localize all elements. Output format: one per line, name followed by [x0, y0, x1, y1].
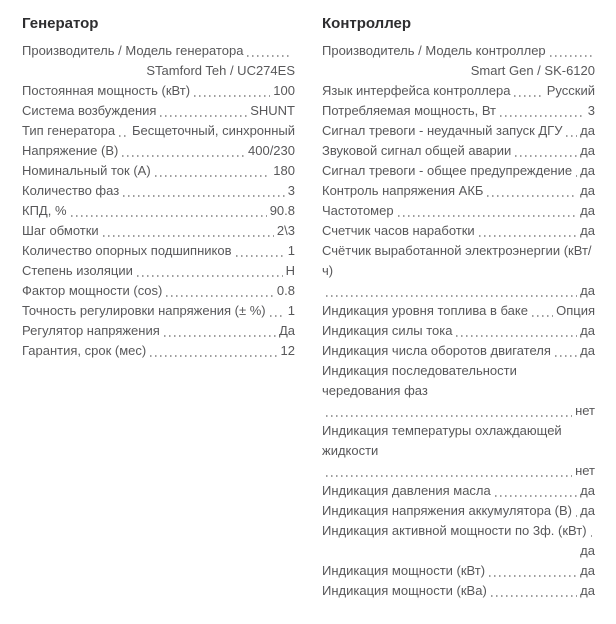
spec-row-value: да — [580, 583, 595, 598]
spec-row-value: 3 — [587, 103, 595, 118]
spec-row-value: да — [580, 483, 595, 498]
spec-row-label: Тип генератора — [22, 123, 116, 138]
spec-row-label: Система возбуждения — [22, 103, 157, 118]
spec-row-value: Smart Gen / SK-6120 — [470, 63, 595, 78]
spec-row — [322, 201, 595, 221]
spec-row — [22, 261, 295, 281]
spec-row-label: Индикация напряжения аккумулятора (В) — [322, 503, 572, 518]
spec-row — [322, 221, 595, 241]
dot-leader — [491, 595, 577, 597]
dot-leader — [71, 215, 267, 217]
spec-row — [322, 141, 595, 161]
spec-row — [22, 201, 295, 221]
spec-row-label: Индикация мощности (кВа) — [322, 583, 487, 598]
dot-leader — [160, 115, 247, 117]
spec-row-label: Частотомер — [322, 203, 394, 218]
spec-row-value: Опция — [556, 303, 595, 318]
spec-row-label: Количество опорных подшипников — [22, 243, 232, 258]
spec-row — [322, 581, 595, 601]
spec-row-value: нет — [575, 403, 595, 418]
spec-row-label: Язык интерфейса контроллера — [322, 83, 511, 98]
spec-row — [322, 161, 595, 181]
dot-leader — [456, 335, 577, 337]
spec-row — [22, 181, 295, 201]
spec-row-label: Индикация давления масла — [322, 483, 491, 498]
dot-leader — [164, 335, 276, 337]
spec-row-label: Точность регулировки напряжения (± %) — [22, 303, 266, 318]
spec-row — [22, 81, 295, 101]
spec-row — [22, 161, 295, 181]
dot-leader — [137, 275, 283, 277]
spec-row — [22, 281, 295, 301]
spec-row — [22, 301, 295, 321]
spec-row-label: Индикация мощности (кВт) — [322, 563, 486, 578]
spec-row-label: Сигнал тревоги - общее предупреждение — [322, 163, 573, 178]
spec-row-label: Индикация активной мощности по 3ф. (кВт) — [322, 523, 587, 538]
dot-leader — [576, 175, 577, 177]
spec-row-value: 12 — [280, 343, 295, 358]
dot-leader — [555, 355, 577, 357]
dot-leader — [122, 155, 245, 157]
spec-row-value: да — [580, 123, 595, 138]
dot-leader — [479, 235, 578, 237]
dot-leader — [550, 55, 592, 57]
dot-leader — [576, 515, 577, 517]
spec-row-label: Производитель / Модель генератора — [22, 43, 244, 58]
spec-row — [322, 341, 595, 361]
controller-section-title: Контроллер — [322, 15, 412, 32]
dot-leader — [487, 195, 577, 197]
spec-row-label: Счётчик выработанной электроэнергии (кВт/ч) — [322, 243, 592, 278]
spec-row-value: H — [285, 263, 295, 278]
spec-row-value: 90.8 — [269, 203, 295, 218]
spec-row-label: Фактор мощности (cos) — [22, 283, 163, 298]
spec-row-value: да — [580, 343, 595, 358]
dot-leader — [514, 95, 543, 97]
spec-row — [322, 301, 595, 321]
spec-row — [322, 101, 595, 121]
dot-leader — [155, 175, 271, 177]
spec-row-value: Бесщеточный, синхронный — [131, 123, 295, 138]
spec-row-label: Номинальный ток (А) — [22, 163, 151, 178]
spec-row-label: Производитель / Модель контроллер — [322, 43, 546, 58]
spec-row-value: Да — [278, 323, 295, 338]
spec-row-value: 3 — [287, 183, 295, 198]
spec-row-value: да — [580, 183, 595, 198]
spec-row-value: 2\3 — [276, 223, 295, 238]
dot-leader — [270, 315, 285, 317]
spec-row-value: STamford Teh / UC274ES — [146, 63, 295, 78]
spec-row-label: Степень изоляции — [22, 263, 133, 278]
spec-row-value: да — [580, 283, 595, 298]
generator-section-title: Генератор — [22, 15, 99, 32]
dot-leader — [247, 55, 292, 57]
controller-spec-list — [322, 41, 595, 601]
spec-row-label: Звуковой сигнал общей аварии — [322, 143, 512, 158]
spec-row-value: да — [580, 323, 595, 338]
dot-leader — [150, 355, 277, 357]
dot-leader — [591, 535, 592, 537]
spec-row-label: Сигнал тревоги - неудачный запуск ДГУ — [322, 123, 563, 138]
spec-row — [322, 121, 595, 141]
spec-row-label: Индикация уровня топлива в баке — [322, 303, 528, 318]
spec-row — [322, 81, 595, 101]
dot-leader — [398, 215, 578, 217]
spec-row — [22, 121, 295, 141]
spec-row — [22, 41, 295, 81]
dot-leader — [119, 135, 129, 137]
spec-row-label: Индикация силы тока — [322, 323, 453, 338]
spec-row-value: 1 — [287, 303, 295, 318]
dot-leader — [166, 295, 274, 297]
dot-leader — [194, 95, 270, 97]
spec-row-value: да — [580, 563, 595, 578]
spec-row — [22, 101, 295, 121]
spec-row-value: Русский — [546, 83, 595, 98]
dot-leader — [326, 295, 577, 297]
dot-leader — [326, 415, 572, 417]
spec-row-label: КПД, % — [22, 203, 67, 218]
spec-row — [322, 361, 595, 421]
dot-leader — [326, 475, 572, 477]
spec-row — [22, 141, 295, 161]
spec-row-label: Гарантия, срок (мес) — [22, 343, 147, 358]
dot-leader — [236, 255, 285, 257]
spec-row-value: да — [580, 503, 595, 518]
spec-row-label: Индикация числа оборотов двигателя — [322, 343, 551, 358]
spec-row-value: да — [580, 203, 595, 218]
dot-leader — [123, 195, 285, 197]
spec-row-label: Индикация последовательности чередования фаз — [322, 363, 517, 398]
dot-leader — [495, 495, 577, 497]
spec-row-label: Потребляемая мощность, Вт — [322, 103, 497, 118]
spec-row — [322, 321, 595, 341]
spec-row-value: 1 — [287, 243, 295, 258]
spec-row — [322, 481, 595, 501]
dot-leader — [489, 575, 577, 577]
spec-row — [22, 241, 295, 261]
spec-row-label: Шаг обмотки — [22, 223, 99, 238]
spec-row — [322, 561, 595, 581]
spec-row — [22, 341, 295, 361]
spec-row — [22, 221, 295, 241]
spec-row-value: да — [580, 543, 595, 558]
controller-section — [322, 13, 595, 601]
spec-row — [322, 421, 595, 481]
spec-row-label: Напряжение (В) — [22, 143, 119, 158]
spec-row — [322, 501, 595, 521]
spec-row-value: 100 — [273, 83, 295, 98]
spec-row — [322, 181, 595, 201]
spec-row-value: SHUNT — [250, 103, 295, 118]
generator-section — [22, 13, 295, 601]
spec-row-label: Контроль напряжения АКБ — [322, 183, 484, 198]
spec-row-value: да — [580, 143, 595, 158]
dot-leader — [515, 155, 577, 157]
generator-spec-list — [22, 41, 295, 361]
spec-row-value: да — [580, 163, 595, 178]
spec-row — [322, 241, 595, 301]
spec-row-value: нет — [575, 463, 595, 478]
spec-row — [322, 41, 595, 81]
spec-row-value: да — [580, 223, 595, 238]
spec-row — [322, 521, 595, 561]
spec-row-label: Количество фаз — [22, 183, 120, 198]
dot-leader — [566, 135, 577, 137]
dot-leader — [500, 115, 585, 117]
dot-leader — [103, 235, 274, 237]
spec-row-label: Индикация температуры охлаждающей жидкости — [322, 423, 562, 458]
spec-row-label: Постоянная мощность (кВт) — [22, 83, 191, 98]
spec-row-value: 400/230 — [248, 143, 295, 158]
spec-row — [22, 321, 295, 341]
dot-leader — [532, 315, 553, 317]
spec-row-label: Счетчик часов наработки — [322, 223, 475, 238]
spec-row-label: Регулятор напряжения — [22, 323, 160, 338]
spec-row-value: 180 — [273, 163, 295, 178]
spec-row-value: 0.8 — [276, 283, 295, 298]
